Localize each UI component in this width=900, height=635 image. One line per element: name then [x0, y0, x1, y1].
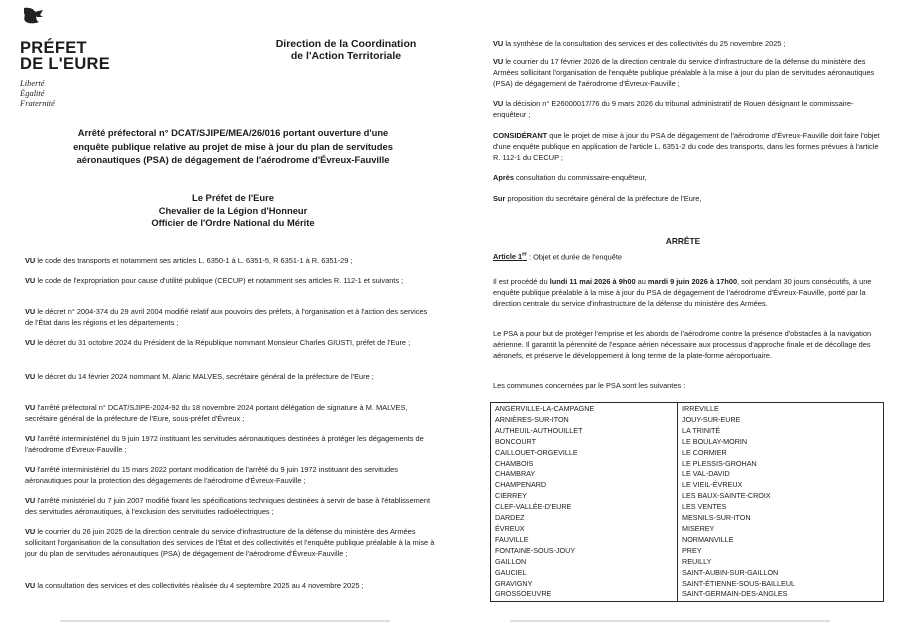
commune-item: JOUY-SUR-EURE: [682, 414, 741, 424]
visa-paragraph: [25, 255, 437, 266]
commune-item: LE VIEIL-ÉVREUX: [682, 480, 743, 490]
commune-item: SAINT-ÉTIENNE-SOUS-BAILLEUL: [682, 578, 796, 588]
visa-paragraph: [493, 172, 883, 183]
devise-line: Fraternité: [20, 98, 55, 108]
visa-text: le courrier du 17 février 2026 de la direction centrale du service d'infrastructure de la défense du ministère des Armées sollicitant l'organisation de l'enquête publique préalable à la mise à jour du plan de servitudes aéronautiques (PSA) de dégagement de l'aérodrome d'Évreux-Fauville ;: [493, 57, 875, 89]
commune-item: MESNILS-SUR-ITON: [682, 513, 751, 523]
commune-item: IRREVILLE: [682, 404, 719, 413]
commune-item: ANGERVILLE-LA-CAMPAGNE: [495, 404, 595, 413]
article-heading: [493, 252, 622, 261]
visa-text: le code des transports et notamment ses articles L. 6350-1 à L. 6351-5, R 6351-1 à R. 6351-29 ;: [35, 256, 353, 265]
visa-lead: VU: [25, 465, 36, 474]
direction-line: de l'Action Territoriale: [290, 50, 402, 62]
communes-table: [490, 402, 884, 602]
article-paragraph: [493, 328, 883, 362]
article-paragraph: [493, 380, 883, 391]
visa-lead: VU: [25, 372, 36, 381]
considerant-paragraph: [493, 130, 883, 164]
commune-item: LES BAUX-SAINTE-CROIX: [682, 491, 771, 501]
communes-column-2: [678, 403, 884, 602]
commune-item: GROSSOEUVRE: [495, 589, 552, 599]
visa-text: l'arrêté préfectoral n° DCAT/SJIPE-2024-92 du 18 novembre 2024 portant délégation de signature à M. MALVES, secrétaire général de la préfecture de l'Eure, sous-préfet d'Évreux ;: [25, 403, 408, 424]
signatory-block: [26, 192, 440, 230]
visa-paragraph: [25, 495, 437, 517]
commune-item: CHAMBRAY: [495, 469, 536, 479]
signatory-line: Le Préfet de l'Eure: [192, 192, 274, 203]
visa-paragraph: [493, 56, 883, 90]
visa-paragraph: [25, 371, 437, 382]
commune-item: CLEF-VALLÉE-D'EURE: [495, 502, 572, 512]
visa-paragraph: [25, 275, 437, 286]
prefet-line: DE L'EURE: [20, 55, 111, 73]
communes-row: [491, 403, 884, 602]
commune-item: CIERREY: [495, 491, 527, 501]
visa-text: la synthèse de la consultation des services et des collectivités du 25 novembre 2025 ;: [503, 39, 786, 48]
commune-item: LE BOULAY-MORIN: [682, 436, 748, 446]
commune-item: BONCOURT: [495, 436, 536, 446]
commune-item: LE CORMIER: [682, 447, 727, 457]
visa-text: le décret n° 2004-374 du 29 avril 2004 modifié relatif aux pouvoirs des préfets, à l'organisation et à l'action des services de l'État dans les régions et les départements ;: [25, 307, 428, 328]
visa-paragraph: [25, 526, 437, 560]
footer-line: [60, 620, 390, 622]
title-line: aéronautiques (PSA) de dégagement de l'aérodrome d'Évreux-Fauville: [76, 154, 390, 165]
visa-paragraph: [25, 402, 437, 424]
commune-item: SAINT-GERMAIN-DES-ANGLES: [682, 589, 788, 599]
commune-item: ÉVREUX: [495, 523, 525, 533]
commune-item: MISEREY: [682, 523, 715, 533]
devise-line: Liberté: [20, 78, 45, 88]
signatory-line: Chevalier de la Légion d'Honneur: [158, 204, 308, 216]
visa-lead: VU: [25, 256, 36, 265]
visa-paragraph: [25, 306, 437, 328]
article-text: Le PSA a pour but de protéger l'emprise et les abords de l'aérodrome contre la présence d'obstacles à la navigation aérienne. Il garantit la pérennité de l'espace aérien nécessaire aux processus d'approche finale et de décollage des aéronefs, et préserve le développement à long terme de la plate-forme aéroportuaire.: [493, 329, 872, 361]
visa-text: consultation du commissaire-enquêteur,: [513, 173, 647, 182]
commune-item: FAUVILLE: [495, 534, 529, 544]
visa-text: le courrier du 26 juin 2025 de la direction centrale du service d'infrastructure de la défense du ministère des Armées sollicitant l'organisation de la consultation des services de l'État et des collectivités et l'enquête publique préalable à la mise à jour du plan de servitudes aéronautiques (PSA) de dégagement de l'aérodrome d'Évreux-Fauville ;: [25, 527, 435, 559]
commune-item: CAILLOUET-ORGEVILLE: [495, 447, 578, 457]
commune-item: DARDEZ: [495, 513, 525, 523]
article-label-sup: er: [522, 252, 527, 258]
commune-item: CHAMBOIS: [495, 458, 534, 468]
commune-item: REUILLY: [682, 556, 712, 566]
title-line: enquête publique relative au projet de mise à jour du plan de servitudes: [73, 140, 393, 152]
article-date-start: lundi 11 mai 2026 à 9h00: [549, 277, 636, 286]
article-title: : Objet et durée de l'enquête: [526, 252, 622, 262]
visa-paragraph: [25, 464, 437, 486]
direction-heading: [246, 38, 446, 62]
footer-line: [510, 620, 830, 622]
prefet-line: PRÉFET: [20, 39, 87, 57]
visa-text: proposition du secrétaire général de la préfecture de l'Eure,: [505, 194, 702, 203]
visa-lead: VU: [25, 496, 36, 505]
visa-lead: VU: [25, 581, 36, 590]
article-label: [493, 252, 527, 261]
visa-text: le décret du 14 février 2024 nommant M. Alaric MALVES, secrétaire général de la préfecture de l'Eure ;: [35, 372, 374, 381]
visa-text: l'arrêté interministériel du 15 mars 2022 portant modification de l'arrêté du 9 juin 1972 instituant des servitudes aéronautiques pour la protection des dégagements de l'aérodrome d'Évreux-Fauville ;: [25, 465, 398, 486]
commune-item: LE PLESSIS-GROHAN: [682, 458, 757, 468]
visa-paragraph: [493, 193, 883, 204]
visa-lead: VU: [25, 527, 36, 536]
article-label-text: Article 1: [493, 252, 523, 262]
article-text: , soit pendant 30 jours consécutifs, à une enquête publique préalable à la mise à jour du PSA de dégagement de l'aérodrome d'Évreux-Fauville, porté par la direction centrale du service d'infrastructure de la défense du ministère des Armées.: [493, 277, 872, 309]
visa-lead: VU: [25, 276, 36, 285]
commune-item: LE VAL-DAVID: [682, 469, 730, 479]
visa-paragraph: [493, 38, 883, 49]
commune-item: CHAMPENARD: [495, 480, 547, 490]
visa-paragraph: [25, 433, 437, 455]
visa-lead: VU: [25, 338, 36, 347]
article-date-end: mardi 9 juin 2026 à 17h00: [647, 277, 738, 286]
visa-text: le code de l'expropriation pour cause d'utilité publique (CECUP) et notamment ses articles R. 112-1 et suivants ;: [35, 276, 404, 285]
devise: [20, 78, 55, 108]
commune-item: ARNIÈRES-SUR-ITON: [495, 414, 569, 424]
signatory-line: Officier de l'Ordre National du Mérite: [151, 217, 315, 228]
article-text: au: [635, 277, 648, 286]
direction-line: Direction de la Coordination: [275, 38, 417, 50]
arrete-title: [26, 126, 440, 167]
commune-item: FONTAINE-SOUS-JOUY: [495, 545, 576, 555]
commune-item: NORMANVILLE: [682, 534, 734, 544]
commune-item: LES VENTES: [682, 502, 727, 512]
visa-lead: VU: [25, 307, 36, 316]
commune-item: GAUCIEL: [495, 567, 527, 577]
visa-text: l'arrêté interministériel du 9 juin 1972 instituant les servitudes aéronautiques destinées à protéger les dégagements de l'aérodrome d'Évreux-Fauville ;: [25, 434, 424, 455]
article-paragraph: [493, 276, 883, 310]
commune-item: AUTHEUIL-AUTHOUILLET: [495, 425, 583, 435]
article-text: Les communes concernées par le PSA sont les suivantes :: [493, 381, 686, 390]
communes-column-1: [491, 403, 678, 602]
devise-line: Égalité: [20, 88, 45, 98]
decision-heading: ARRÊTE: [665, 236, 701, 246]
visa-lead: VU: [493, 99, 504, 108]
visa-text: l'arrêté ministériel du 7 juin 2007 modifié fixant les spécifications techniques destinées à servir de base à l'établissement des servitudes aéronautiques, à l'exclusion des servitudes radioélectriques ;: [25, 496, 431, 517]
commune-item: GAILLON: [495, 556, 527, 566]
visa-lead: VU: [25, 403, 36, 412]
visa-text: la décision n° E26000017/76 du 9 mars 2026 du tribunal administratif de Rouen désignant le commissaire-enquêteur ;: [493, 99, 854, 120]
visa-text: que le projet de mise à jour du PSA de dégagement de l'aérodrome d'Évreux-Fauville doit faire l'objet d'une enquête publique en application de l'article L. 6351-2 du code des transports, dans les formes prévues à l'article R. 112-1 du CECUP ;: [493, 131, 880, 163]
visa-paragraph: [493, 98, 883, 120]
commune-item: GRAVIGNY: [495, 578, 533, 588]
prefet-brand: [20, 40, 110, 72]
commune-item: LA TRINITÉ: [682, 425, 721, 435]
visa-lead: VU: [25, 434, 36, 443]
title-line: Arrêté préfectoral n° DCAT/SJIPE/MEA/26/016 portant ouverture d'une: [77, 127, 389, 138]
commune-item: PREY: [682, 545, 702, 555]
visa-paragraph: [25, 580, 437, 591]
marianne-logo: [21, 7, 45, 25]
visa-paragraph: [25, 337, 437, 348]
visa-lead: VU: [493, 39, 504, 48]
visa-lead: VU: [493, 57, 504, 66]
article-text: Il est procédé du: [493, 277, 550, 286]
visa-lead: CONSIDÉRANT: [493, 131, 548, 140]
visa-text: la consultation des services et des collectivités réalisée du 4 septembre 2025 au 4 novembre 2025 ;: [35, 581, 364, 590]
commune-item: SAINT-AUBIN-SUR-GAILLON: [682, 567, 779, 577]
visa-lead: Après: [493, 173, 514, 182]
visa-text: le décret du 31 octobre 2024 du Président de la République nommant Monsieur Charles GIUSTI, préfet de l'Eure ;: [35, 338, 411, 347]
visa-lead: Sur: [493, 194, 506, 203]
